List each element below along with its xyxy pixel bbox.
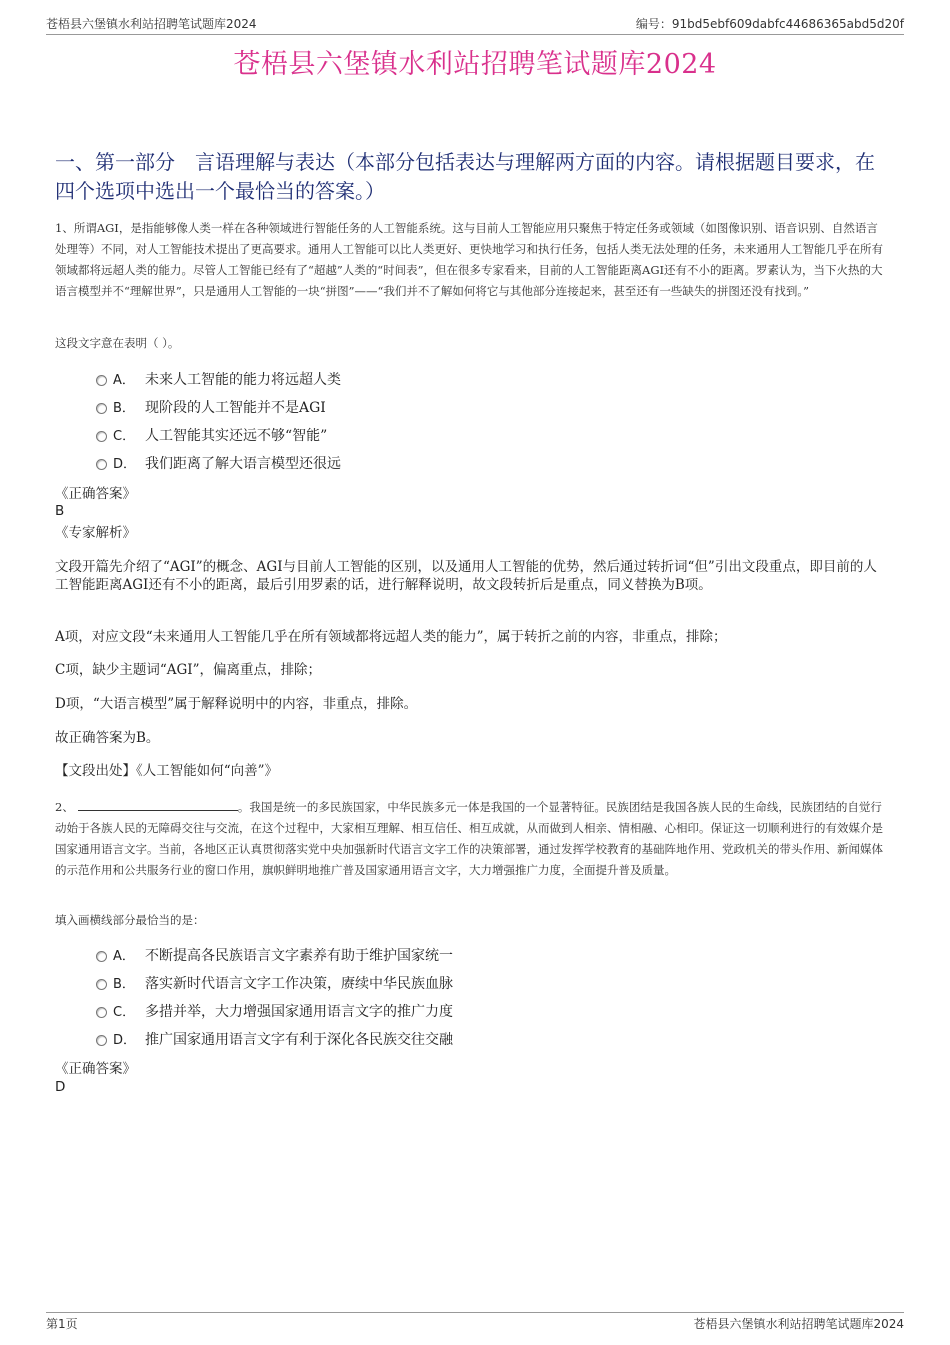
question-1-source: 【文段出处】《人工智能如何“向善”》	[55, 763, 279, 779]
radio-icon[interactable]	[96, 979, 107, 990]
fill-blank	[78, 798, 238, 811]
header-document-id: 编号：91bd5ebf609dabfc44686365abd5d20f	[635, 17, 904, 31]
option-text: 未来人工智能的能力将远超人类	[145, 372, 341, 388]
option-letter: B．	[113, 401, 135, 416]
option-letter: D．	[113, 457, 137, 472]
option-letter: A．	[113, 373, 135, 388]
question-2-text	[55, 797, 888, 881]
question-1-options	[96, 370, 341, 482]
question-2-option-c[interactable]	[96, 1002, 453, 1030]
option-letter: A．	[113, 949, 135, 964]
question-1-explanation-label: 《专家解析》	[55, 525, 136, 541]
option-text: 不断提高各民族语言文字素养有助于维护国家统一	[145, 948, 453, 964]
question-1-text: 1、所谓AGI，是指能够像人类一样在各种领域进行智能任务的人工智能系统。这与目前人工智能应用只聚焦于特定任务或领域（如图像识别、语音识别、自然语言处理等）不同，对人工智能技术提出了更高要求。通用人工智能可以比人类更好、更快地学习和执行任务，包括人类无法处理的任务，未来通用人工智能几乎在所有领域都将远超人类的能力。尽管人工智能已经有了“超越”人类的“时间表”，但在很多专家看来，目前的人工智能距离AGI还有不小的距离。罗素认为，当下火热的大语言模型并不“理解世界”，只是通用人工智能的一块“拼图”——“我们并不了解如何将它与其他部分连接起来，甚至还有一些缺失的拼图还没有找到。”	[55, 221, 883, 298]
header-left-title: 苍梧县六堡镇水利站招聘笔试题库2024	[46, 17, 257, 31]
question-2-option-a[interactable]	[96, 946, 453, 974]
question-1-option-a[interactable]	[96, 370, 341, 398]
question-1-option-b[interactable]	[96, 398, 341, 426]
question-1-option-c[interactable]	[96, 426, 341, 454]
radio-icon[interactable]	[96, 1007, 107, 1018]
question-2-options	[96, 946, 453, 1058]
page-header	[46, 14, 904, 35]
question-1-conclusion: 故正确答案为B。	[55, 730, 160, 746]
question-1-explanation-a: A项，对应文段“未来通用人工智能几乎在所有领域都将远超人类的能力”，属于转折之前的内容，非重点，排除；	[55, 629, 727, 645]
option-text: 推广国家通用语言文字有利于深化各民族交往交融	[145, 1032, 453, 1048]
question-2-body: 。我国是统一的多民族国家，中华民族多元一体是我国的一个显著特征。民族团结是我国各族人民的生命线，民族团结的自觉行动始于各族人民的无障碍交往与交流，在这个过程中，大家相互理解、相互信任、相互成就，从而做到人相亲、情相融、心相印。保证这一切顺利进行的有效媒介是国家通用语言文字。当前，各地区正认真贯彻落实党中央加强新时代语言文字工作的决策部署，通过发挥学校教育的基础阵地作用、党政机关的带头作用、新闻媒体的示范作用和公共服务行业的窗口作用，旗帜鲜明地推广普及国家通用语言文字，大力增强推广力度，全面提升普及质量。	[55, 800, 883, 877]
section-heading: 一、第一部分 言语理解与表达（本部分包括表达与理解两方面的内容。请根据题目要求，在四个选项中选出一个最恰当的答案。）	[55, 150, 875, 203]
radio-icon[interactable]	[96, 431, 107, 442]
option-letter: C．	[113, 429, 136, 444]
question-2-ask: 填入画横线部分最恰当的是：	[55, 913, 205, 927]
option-letter: B．	[113, 977, 135, 992]
question-2-option-b[interactable]	[96, 974, 453, 1002]
question-2-answer: D	[55, 1079, 66, 1095]
radio-icon[interactable]	[96, 459, 107, 470]
question-1-explanation-d: D项，“大语言模型”属于解释说明中的内容，非重点，排除。	[55, 696, 418, 712]
question-2-answer-label: 《正确答案》	[55, 1061, 136, 1077]
option-text: 落实新时代语言文字工作决策，赓续中华民族血脉	[145, 976, 453, 992]
question-1-ask: 这段文字意在表明（ ）。	[55, 336, 180, 350]
radio-icon[interactable]	[96, 375, 107, 386]
page-number: 第1页	[46, 1317, 78, 1331]
question-1-explanation-c: C项，缺少主题词“AGI”，偏离重点，排除；	[55, 662, 321, 678]
option-letter: C．	[113, 1005, 136, 1020]
document-title: 苍梧县六堡镇水利站招聘笔试题库2024	[233, 49, 717, 80]
footer-title: 苍梧县六堡镇水利站招聘笔试题库2024	[693, 1317, 904, 1331]
radio-icon[interactable]	[96, 403, 107, 414]
question-1-explanation: 文段开篇先介绍了“AGI”的概念、AGI与目前人工智能的区别，以及通用人工智能的优势，然后通过转折词“但”引出文段重点，即目前的人工智能距离AGI还有不小的距离，最后引用罗素的话，进行解释说明，故文段转折后是重点，同义替换为B项。	[55, 559, 877, 593]
question-1-option-d[interactable]	[96, 454, 341, 482]
option-text: 现阶段的人工智能并不是AGI	[145, 400, 326, 416]
question-1-answer: B	[55, 503, 65, 519]
question-2-number: 2、	[55, 800, 74, 814]
question-1-answer-label: 《正确答案》	[55, 486, 136, 502]
option-text: 多措并举，大力增强国家通用语言文字的推广力度	[145, 1004, 453, 1020]
radio-icon[interactable]	[96, 1035, 107, 1046]
page-footer	[46, 1312, 904, 1335]
option-text: 我们距离了解大语言模型还很远	[145, 456, 341, 472]
option-text: 人工智能其实还远不够“智能”	[145, 428, 328, 444]
question-2-option-d[interactable]	[96, 1030, 453, 1058]
option-letter: D．	[113, 1033, 137, 1048]
radio-icon[interactable]	[96, 951, 107, 962]
